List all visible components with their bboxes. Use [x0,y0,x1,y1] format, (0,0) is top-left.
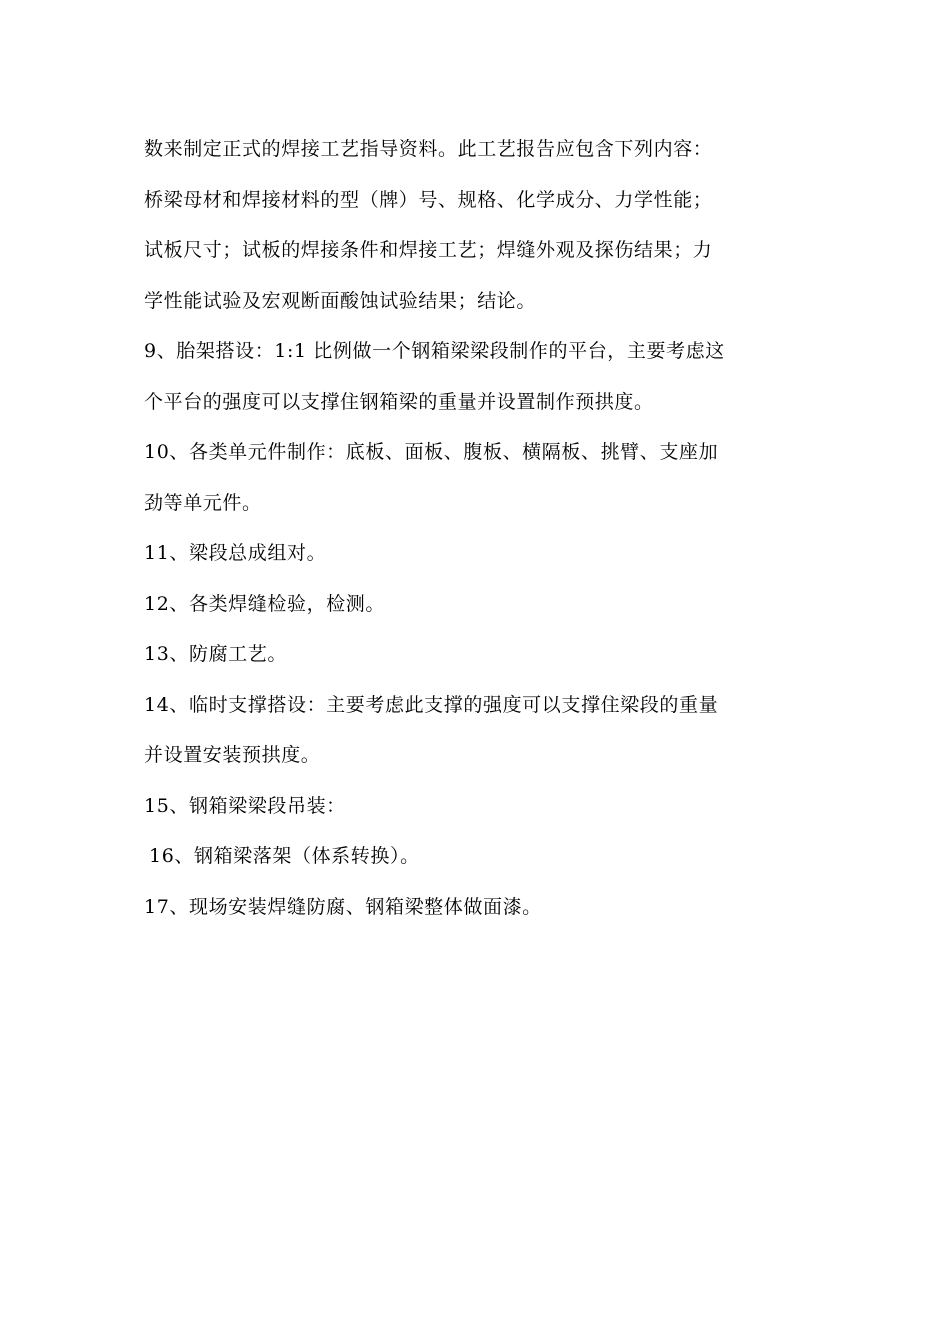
list-item-16: 16、钢箱梁落架（体系转换）。 [149,845,420,867]
list-item-9-continued: 个平台的强度可以支撑住钢箱梁的重量并设置制作预拱度。 [144,390,654,413]
list-item-13: 13、防腐工艺。 [144,643,287,665]
list-item-11: 11、梁段总成组对。 [144,542,327,564]
paragraph-line: 学性能试验及宏观断面酸蚀试验结果；结论。 [144,289,537,312]
paragraph-line: 试板尺寸；试板的焊接条件和焊接工艺；焊缝外观及探伤结果；力 [144,239,713,261]
list-item-14: 14、临时支撑搭设：主要考虑此支撑的强度可以支撑住梁段的重量 [144,693,719,716]
paragraph-line: 桥梁母材和焊接材料的型（牌）号、规格、化学成分、力学性能； [144,188,713,211]
paragraph-line: 数来制定正式的焊接工艺指导资料。此工艺报告应包含下列内容： [144,138,713,160]
list-item-10: 10、各类单元件制作：底板、面板、腹板、横隔板、挑臂、支座加 [144,441,719,463]
list-item-14-continued: 并设置安装预拱度。 [144,744,321,766]
list-item-15: 15、钢箱梁梁段吊装： [144,794,346,817]
list-item-10-continued: 劲等单元件。 [144,491,262,514]
list-item-9: 9、胎架搭设：1:1 比例做一个钢箱梁梁段制作的平台，主要考虑这 [144,340,725,362]
list-item-12: 12、各类焊缝检验，检测。 [144,592,385,615]
list-item-17: 17、现场安装焊缝防腐、钢箱梁整体做面漆。 [144,895,542,918]
document-body [144,124,810,932]
